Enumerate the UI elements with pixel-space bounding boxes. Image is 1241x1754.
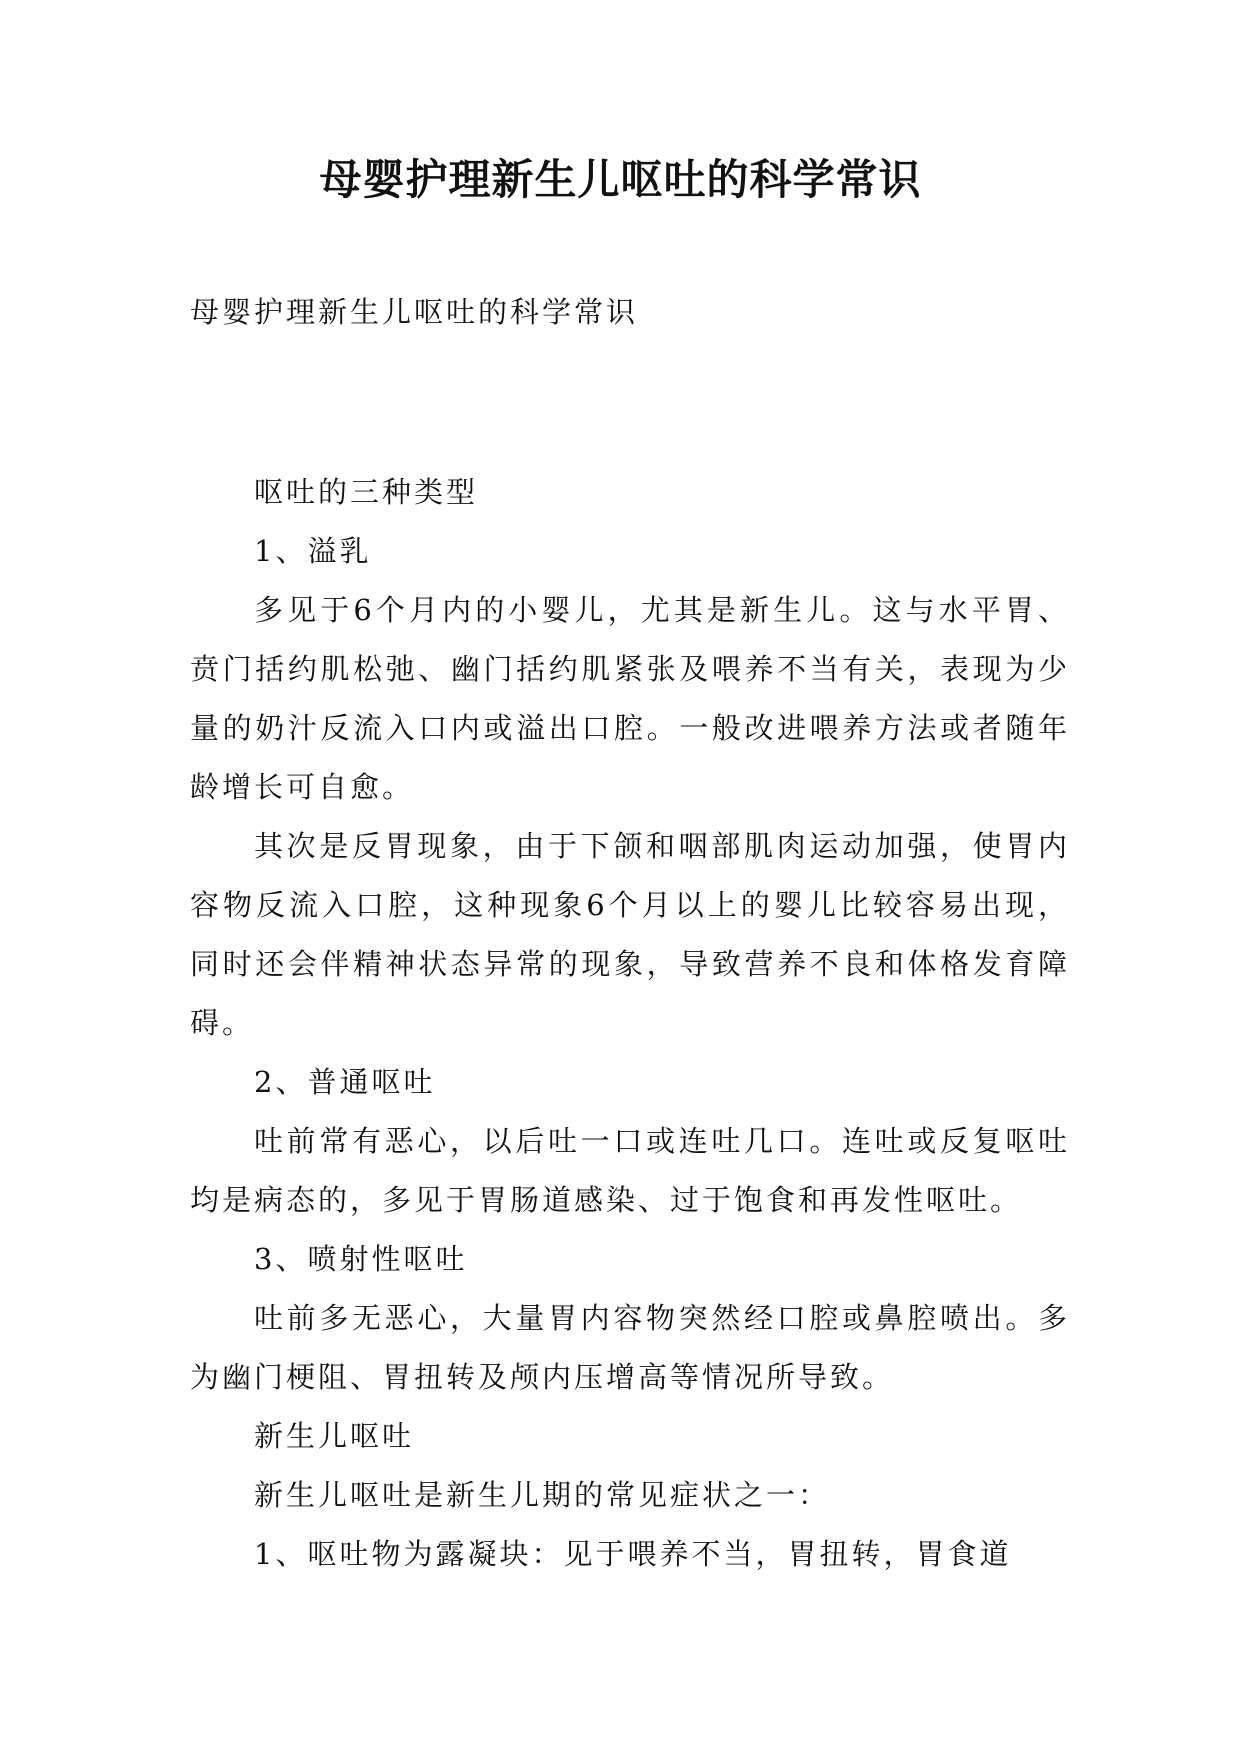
document-body xyxy=(190,463,1070,1584)
paragraph-regurgitation: 其次是反胃现象，由于下颌和咽部肌肉运动加强，使胃内容物反流入口腔，这种现象6个月以上的婴儿比较容易出现，同时还会伴精神状态异常的现象，导致营养不良和体格发育障碍。 xyxy=(190,829,1070,1040)
subheading-common-vomiting: 2、普通呕吐 xyxy=(254,1065,436,1099)
subheading-spit-up: 1、溢乳 xyxy=(254,534,372,568)
document-subtitle: 母婴护理新生儿呕吐的科学常识 xyxy=(190,295,639,329)
paragraph-newborn-intro: 新生儿呕吐是新生儿期的常见症状之一： xyxy=(254,1478,831,1512)
subheading-projectile-vomiting: 3、喷射性呕吐 xyxy=(254,1242,468,1276)
paragraph-curd-vomit: 1、呕吐物为露凝块：见于喂养不当，胃扭转，胃食道 xyxy=(254,1537,1012,1571)
paragraph-spit-up: 多见于6个月内的小婴儿，尤其是新生儿。这与水平胃、贲门括约肌松弛、幽门括约肌紧张及喂养不当有关，表现为少量的奶汁反流入口内或溢出口腔。一般改进喂养方法或者随年龄增长可自愈。 xyxy=(190,593,1070,804)
document-title: 母婴护理新生儿呕吐的科学常识 xyxy=(319,155,922,204)
section-heading-newborn-vomiting: 新生儿呕吐 xyxy=(254,1419,415,1453)
paragraph-projectile-vomiting: 吐前多无恶心，大量胃内容物突然经口腔或鼻腔喷出。多为幽门梗阻、胃扭转及颅内压增高等情况所导致。 xyxy=(190,1301,1070,1394)
section-heading-vomiting-types: 呕吐的三种类型 xyxy=(254,475,479,509)
paragraph-common-vomiting: 吐前常有恶心，以后吐一口或连吐几口。连吐或反复呕吐均是病态的，多见于胃肠道感染、过于饱食和再发性呕吐。 xyxy=(190,1124,1070,1217)
